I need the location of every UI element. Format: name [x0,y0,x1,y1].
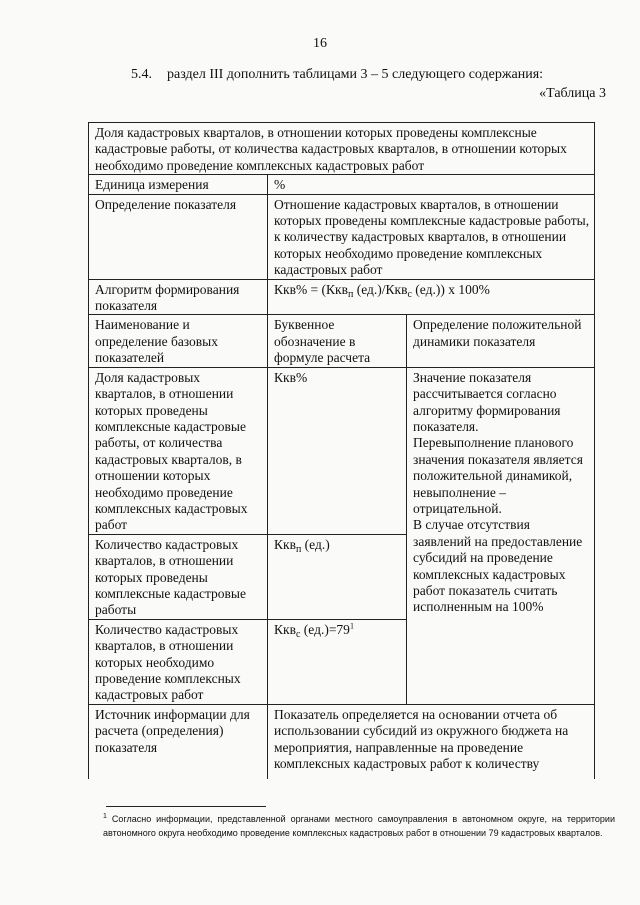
row-symbol: Ккв% [268,367,407,534]
row-symbol: Ккв$_с$ $(ед.)=79^1$ [268,619,407,704]
intro-paragraph [131,67,543,83]
row-name: Количество кадастровых кварталов, в отношении которых проведены комплексные кадастровые работы [89,534,268,619]
definition-value: Отношение кадастровых кварталов, в отношении которых проведены комплексные кадастровые работы, к количеству кадастровых кварталов, в отношении которых необходимо проведение комплексных кадастровых работ [268,194,595,279]
table-header-row [89,315,595,367]
header-letter: Буквенное обозначение в формуле расчета [268,315,407,367]
row-name: Доля кадастровых кварталов, в отношении которых проведены комплексные кадастровые работы, от количества кадастровых кварталов, в отношении которых необходимо проведение комплексных кадастровых работ [89,367,268,534]
clause-number: 5.4. [131,67,152,82]
row-name: Количество кадастровых кварталов, в отношении которых необходимо проведение комплексных кадастровых работ [89,619,268,704]
table-title: Доля кадастровых кварталов, в отношении которых проведены комплексные кадастровые работы, от количества кадастровых кварталов, в отношении которых необходимо проведение комплексных кадастровых работ [89,123,595,175]
header-base-name: Наименование и определение базовых показателей [89,315,268,367]
unit-value: % [268,175,595,194]
indicator-table [88,122,595,779]
header-dynamics: Определение положительной динамики показателя [407,315,595,367]
table-label: «Таблица 3 [539,86,606,101]
row-symbol: Ккв$_п$ (ед.) [268,534,407,619]
intro-text: раздел III дополнить таблицами 3 – 5 следующего содержания: [167,67,544,82]
footnote-text: Согласно информации, представленной органами местного самоуправления в автономном округе, на территории автономного округа необходимо проведение комплексных кадастровых работ в отношении 79 кадастровых кварталов. [103,814,615,838]
table-row [89,367,595,534]
table-row [89,194,595,279]
table-title-row [89,123,595,175]
table-row [89,175,595,194]
algorithm-label: Алгоритм формирования показателя [89,279,268,315]
table-row [89,704,595,779]
dynamics-paragraph: В случае отсутствия заявлений на предоставление субсидий на проведение комплексных кадастровых работ показатель считать исполненным на 100% [413,517,583,615]
unit-label: Единица измерения [89,175,268,194]
footnote-mark: 1 [349,621,354,631]
dynamics-paragraph: Перевыполнение планового значения показателя является положительной динамикой, невыполнение – отрицательной. [413,435,583,516]
source-value: Показатель определяется на основании отчета об использовании субсидий из окружного бюджета на мероприятия, направленные на проведение комплексных кадастровых работ к количеству [268,704,595,779]
dynamics-definition [407,367,595,704]
algorithm-formula: Ккв% = (Ккв$_п$ (ед.)/Ккв$_с$ (ед.)) х 100% [268,279,595,315]
footnote-divider [106,806,266,807]
definition-label: Определение показателя [89,194,268,279]
footnote-number: 1 [103,813,107,820]
dynamics-paragraph: Значение показателя рассчитывается согласно алгоритму формирования показателя. [413,369,561,434]
table-row [89,279,595,315]
footnote [103,812,615,840]
page-number: 16 [313,36,327,51]
source-label: Источник информации для расчета (определения) показателя [89,704,268,779]
